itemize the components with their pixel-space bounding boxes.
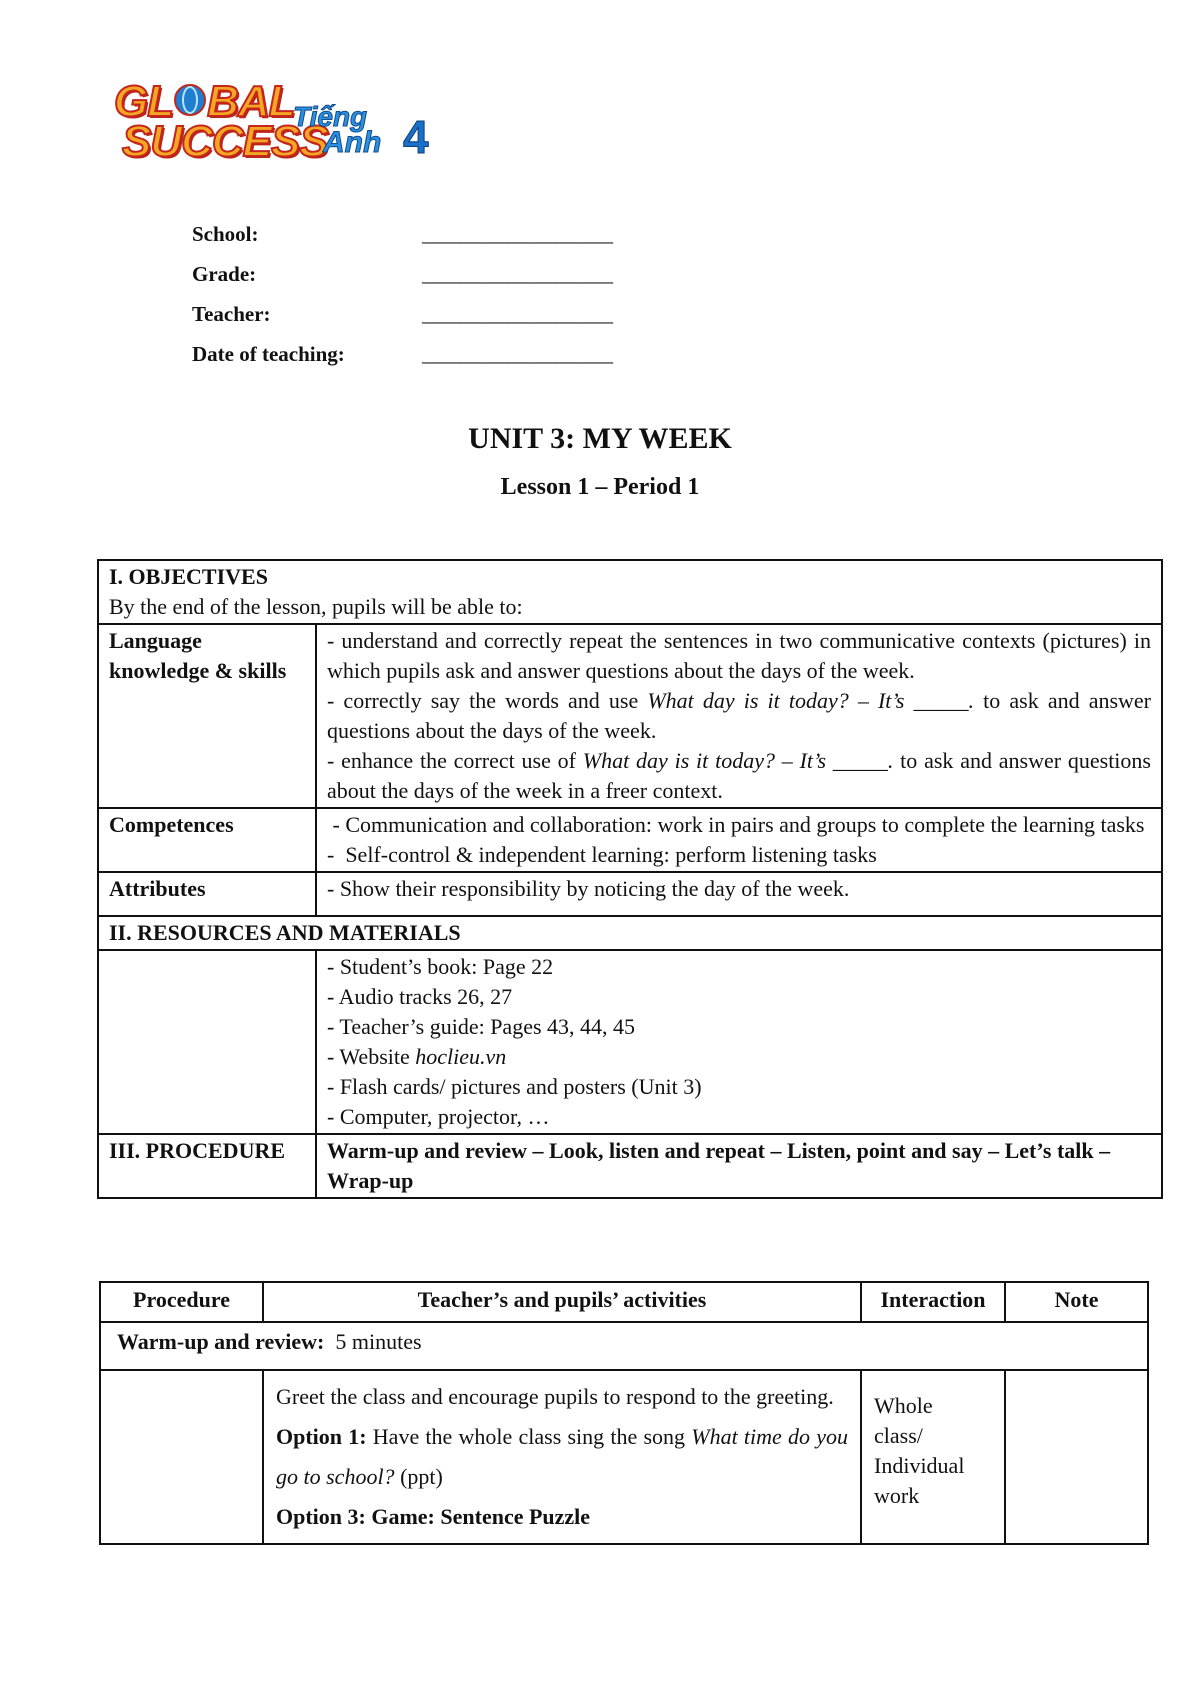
resources-heading-row — [98, 916, 1162, 950]
procedure-steps: Warm-up and review – Look, listen and repeat – Listen, point and say – Let’s talk – Wrap-up — [316, 1134, 1162, 1198]
resource-item: - Audio tracks 26, 27 — [327, 984, 513, 1009]
competences-label: Competences — [98, 808, 316, 872]
interaction-cell: Whole class/ Individual work — [861, 1370, 1005, 1544]
resource-item: - Flash cards/ pictures and posters (Unit 3) — [327, 1074, 702, 1099]
logo-text-anh: Anh — [323, 126, 382, 159]
resource-item: - Computer, projector, … — [327, 1104, 550, 1129]
date-field — [192, 342, 672, 382]
resource-item: - Student’s book: Page 22 — [327, 954, 554, 979]
info-block — [192, 222, 672, 382]
field-label: Teacher: — [192, 302, 271, 326]
logo-text-bal: BAL — [207, 77, 295, 126]
activities-header-row — [100, 1282, 1148, 1322]
activity-row — [100, 1370, 1148, 1544]
globe-icon — [174, 84, 206, 116]
greet-text: Greet the class and encourage pupils to respond to the greeting. — [276, 1384, 834, 1409]
attributes-text: - Show their responsibility by noticing the day of the week. — [316, 872, 1162, 916]
logo-text-4: 4 — [403, 111, 429, 163]
resources-row — [98, 950, 1162, 1134]
section-row — [100, 1322, 1148, 1370]
resource-item-website: - Website hoclieu.vn — [327, 1044, 507, 1069]
resources-items — [316, 950, 1162, 1134]
option-3: Option 3: Game: Sentence Puzzle — [276, 1504, 591, 1529]
field-blank: ____________________ — [422, 302, 612, 326]
grade-field — [192, 262, 672, 302]
competence-item: - Communication and collaboration: work in pairs and groups to complete the learning tasks — [327, 812, 1145, 837]
logo-text-tieng: Tiếng — [293, 101, 368, 132]
language-item: - correctly say the words and use What day is it today? – It’s _____. to ask and answer questions about the days of the week. — [327, 688, 1152, 743]
objectives-heading: I. OBJECTIVES — [109, 564, 268, 589]
teacher-field — [192, 302, 672, 342]
section-time: 5 minutes — [324, 1329, 422, 1354]
field-label: School: — [192, 222, 259, 246]
competence-item: - Self-control & independent learning: perform listening tasks — [327, 842, 877, 867]
header-activities: Teacher’s and pupils’ activities — [263, 1282, 861, 1322]
lesson-subtitle: Lesson 1 – Period 1 — [500, 474, 700, 500]
school-field — [192, 222, 672, 262]
tieng-anh-4-logo — [293, 102, 453, 162]
header-procedure: Procedure — [100, 1282, 263, 1322]
activity-description — [263, 1370, 861, 1544]
procedure-row — [98, 1134, 1162, 1198]
field-blank: ____________________ — [422, 342, 612, 366]
field-blank: ____________________ — [422, 262, 612, 286]
language-row — [98, 624, 1162, 808]
language-item: - understand and correctly repeat the sentences in two communicative contexts (pictures) in which pupils ask and answer questions about the days of the week. — [327, 628, 1151, 683]
field-blank: ____________________ — [422, 222, 612, 246]
logo-text-success: SUCCESS — [122, 117, 328, 166]
field-label: Date of teaching: — [192, 342, 345, 366]
header-note: Note — [1005, 1282, 1148, 1322]
resource-item: - Teacher’s guide: Pages 43, 44, 45 — [327, 1014, 636, 1039]
header-interaction: Interaction — [861, 1282, 1005, 1322]
activities-table — [99, 1281, 1149, 1545]
competences-row — [98, 808, 1162, 872]
unit-title: UNIT 3: MY WEEK — [468, 422, 732, 455]
competences-items — [316, 808, 1162, 872]
option-1: Option 1: Have the whole class sing the song What time do you go to school? (ppt) — [276, 1424, 848, 1489]
resources-heading: II. RESOURCES AND MATERIALS — [98, 916, 1162, 950]
note-cell — [1005, 1370, 1148, 1544]
language-items — [316, 624, 1162, 808]
global-success-logo — [114, 77, 328, 168]
section-label: Warm-up and review: — [117, 1329, 325, 1354]
objectives-table — [97, 559, 1163, 1199]
procedure-label: III. PROCEDURE — [98, 1134, 316, 1198]
objectives-heading-row — [98, 560, 1162, 624]
attributes-row — [98, 872, 1162, 916]
language-label: Language knowledge & skills — [98, 624, 316, 808]
field-label: Grade: — [192, 262, 257, 286]
language-item: - enhance the correct use of What day is it today? – It’s _____. to ask and answer questions about the days of the week in a freer context. — [327, 748, 1151, 803]
objectives-intro: By the end of the lesson, pupils will be able to: — [109, 594, 523, 619]
logo-text-gl: GL — [114, 77, 174, 126]
attributes-label: Attributes — [98, 872, 316, 916]
